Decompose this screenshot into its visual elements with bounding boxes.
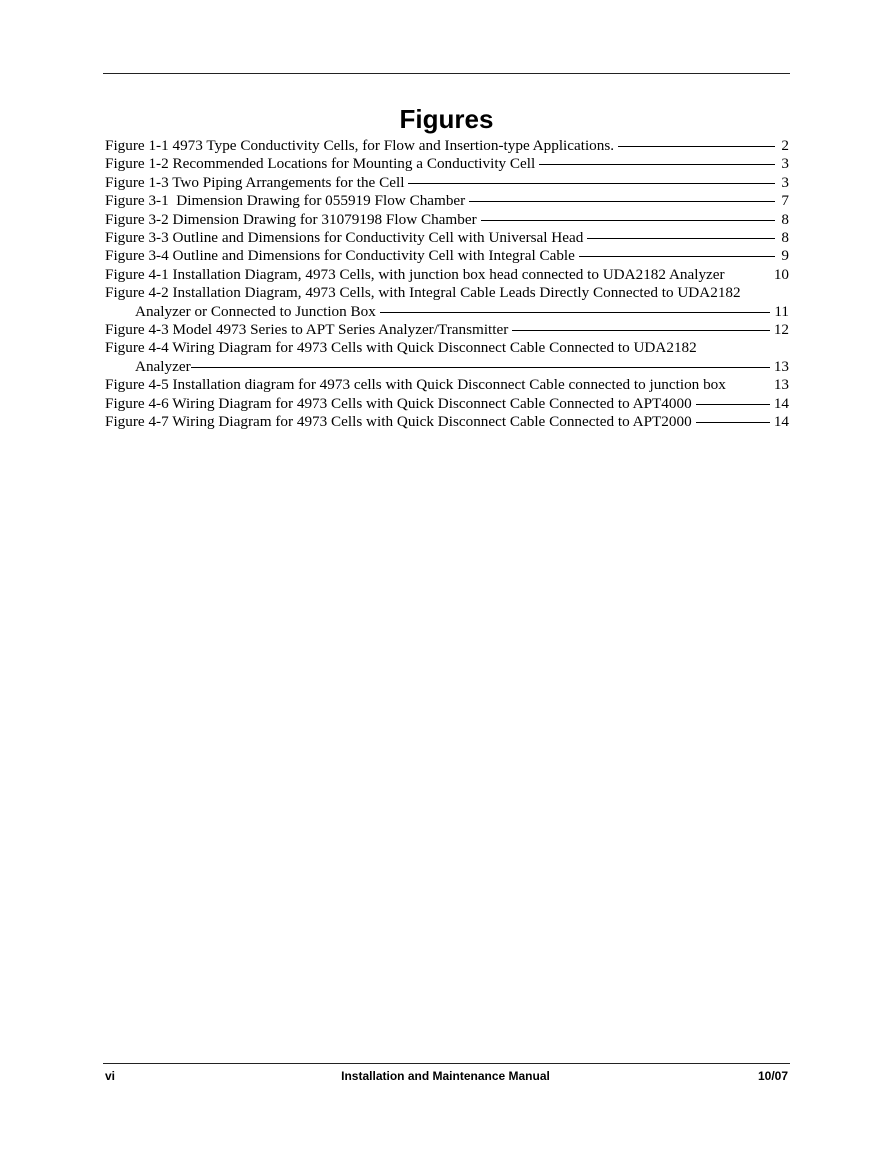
toc-entry-text: Figure 1-1 4973 Type Conductivity Cells, for Flow and Insertion-type Applications. <box>105 137 615 154</box>
page-footer <box>103 1069 788 1087</box>
toc-entry-text: Figure 3-1 Dimension Drawing for 055919 Flow Chamber <box>105 192 466 210</box>
toc-entry[interactable] <box>105 321 789 339</box>
toc-page-number: 3 <box>781 173 789 191</box>
dot-leader <box>587 238 775 239</box>
toc-page-number: 8 <box>781 229 789 247</box>
toc-page-number: 9 <box>781 247 789 265</box>
toc-entry-text: Figure 3-4 Outline and Dimensions for Conductivity Cell with Integral Cable <box>105 247 575 265</box>
dot-leader <box>539 164 775 165</box>
toc-entry-text: Figure 4-6 Wiring Diagram for 4973 Cells with Quick Disconnect Cable Connected to APT4000 <box>105 394 692 412</box>
toc-entry[interactable] <box>105 284 789 321</box>
toc-entry-text: Figure 1-2 Recommended Locations for Mounting a Conductivity Cell <box>105 155 536 173</box>
toc-entry[interactable] <box>105 395 789 413</box>
toc-entry[interactable] <box>105 339 789 376</box>
dot-leader <box>469 201 775 202</box>
toc-entry-text: Figure 4-7 Wiring Diagram for 4973 Cells with Quick Disconnect Cable Connected to APT2000 <box>105 413 692 431</box>
toc-entry[interactable] <box>105 174 789 192</box>
toc-page-number: 14 <box>773 413 789 431</box>
toc-entry-text: Figure 3-3 Outline and Dimensions for Conductivity Cell with Universal Head <box>105 229 584 247</box>
toc-entry[interactable] <box>105 137 789 155</box>
toc-entry[interactable] <box>105 247 789 265</box>
toc-entry-continuation: Analyzer or Connected to Junction Box <box>135 302 376 320</box>
dot-leader <box>408 183 775 184</box>
toc-entry[interactable] <box>105 211 789 229</box>
toc-page-number: 8 <box>781 210 789 228</box>
toc-page-number: 13 <box>773 357 789 375</box>
toc-entry-continuation: Analyzer <box>135 357 191 375</box>
dot-leader <box>579 256 775 257</box>
dot-leader <box>481 220 775 221</box>
footer-manual-title: Installation and Maintenance Manual <box>341 1069 550 1083</box>
toc-entry[interactable] <box>105 155 789 173</box>
toc-page-number: 14 <box>773 394 789 412</box>
toc-entry-text: Figure 1-3 Two Piping Arrangements for the Cell <box>105 173 405 191</box>
toc-page-number: 3 <box>781 155 789 173</box>
dot-leader <box>696 404 770 405</box>
dot-leader <box>191 367 770 368</box>
toc-entry[interactable] <box>105 229 789 247</box>
toc-entry-text: Figure 4-2 Installation Diagram, 4973 Cells, with Integral Cable Leads Directly Connected to UDA2182 <box>105 284 741 302</box>
toc-page-number: 2 <box>781 137 789 154</box>
toc-page-number: 7 <box>781 192 789 210</box>
toc-entry[interactable] <box>105 192 789 210</box>
dot-leader <box>512 330 770 331</box>
dot-leader <box>696 422 770 423</box>
toc-page-number: 11 <box>774 302 789 320</box>
toc-entry-text: Figure 4-4 Wiring Diagram for 4973 Cells with Quick Disconnect Cable Connected to UDA2182 <box>105 339 697 357</box>
dot-leader <box>380 312 771 313</box>
header-rule <box>103 73 790 74</box>
toc-entry-text: Figure 3-2 Dimension Drawing for 31079198 Flow Chamber <box>105 210 477 228</box>
toc-entry-text: Figure 4-3 Model 4973 Series to APT Series Analyzer/Transmitter <box>105 321 509 339</box>
footer-date: 10/07 <box>757 1069 788 1083</box>
page-title: Figures <box>399 104 494 134</box>
toc-page-number: 12 <box>773 321 789 339</box>
toc-entry-text: Figure 4-1 Installation Diagram, 4973 Cells, with junction box head connected to UDA2182 Analyzer <box>105 265 725 283</box>
dot-leader <box>618 146 775 147</box>
toc-page-number: 13 <box>773 376 789 394</box>
footer-rule <box>103 1063 790 1064</box>
toc-entry[interactable] <box>105 266 789 284</box>
footer-page-number: vi <box>105 1069 116 1083</box>
toc-entry[interactable] <box>105 376 789 394</box>
figures-list <box>105 137 789 432</box>
toc-entry-text: Figure 4-5 Installation diagram for 4973 cells with Quick Disconnect Cable connected to junction box <box>105 376 726 394</box>
toc-entry[interactable] <box>105 413 789 431</box>
toc-page-number: 10 <box>773 265 789 283</box>
